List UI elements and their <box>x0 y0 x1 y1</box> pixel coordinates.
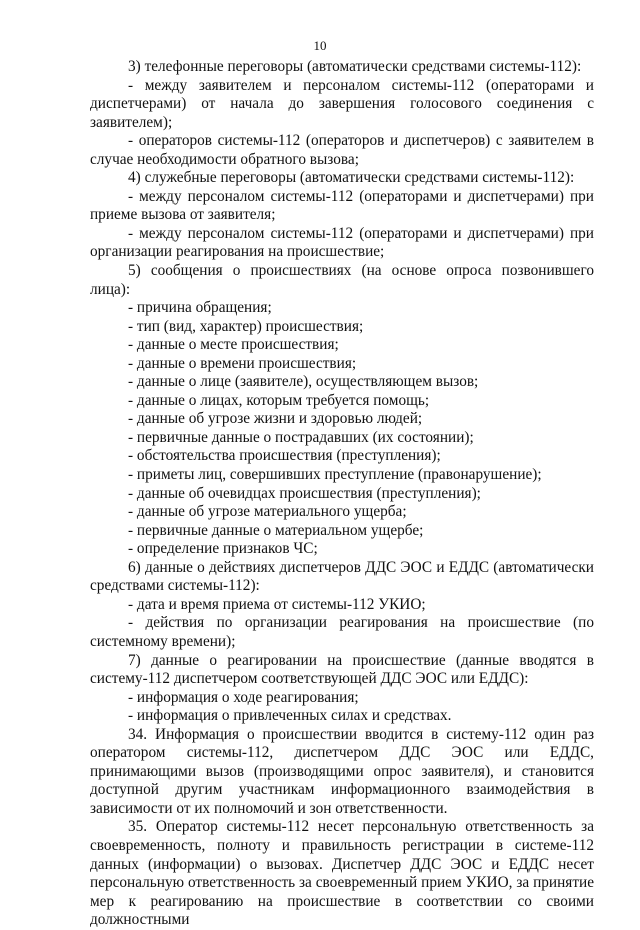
paragraph: - приметы лиц, совершивших преступление (правонарушение); <box>128 466 542 484</box>
paragraph: - определение признаков ЧС; <box>128 540 318 558</box>
paragraph: - между заявителем и персоналом системы-112 (операторами и диспетчерами) от начала до завершения голосового соединения с заявителем); <box>90 76 594 131</box>
paragraph: - тип (вид, характер) происшествия; <box>128 317 364 335</box>
paragraph: - данные о месте происшествия; <box>128 336 339 354</box>
paragraph: - дата и время приема от системы-112 УКИО; <box>128 595 426 613</box>
paragraph: 3) телефонные переговоры (автоматически средствами системы-112): <box>128 58 582 75</box>
paragraph: - данные о времени происшествия; <box>128 354 357 372</box>
paragraph: - информация о привлеченных силах и средствах. <box>128 707 452 725</box>
paragraph: - операторов системы-112 (операторов и диспетчеров) с заявителем в случае необходимости обратного вызова; <box>90 132 594 168</box>
paragraph: - данные об очевидцах происшествия (преступления); <box>128 484 481 502</box>
paragraph: 5) сообщения о происшествиях (на основе опроса позвонившего лица): <box>90 262 594 298</box>
paragraph: 4) служебные переговоры (автоматически средствами системы-112): <box>128 169 575 187</box>
paragraph: 35. Оператор системы-112 несет персональную ответственность за своевременность, полноту и правильность регистрации в системе-112 данных (информации) о вызовах. Диспетчер ДДС ЭОС и ЕДДС несет персональную ответственность за своевременный прием УКИО, за принятие мер к реагированию на происшествие в соответствии со своими должностными <box>90 818 594 929</box>
paragraph: - данные об угрозе материального ущерба; <box>128 503 407 521</box>
paragraph: 34. Информация о происшествии вводится в систему-112 один раз оператором системы-112, диспетчером ДДС ЭОС или ЕДДС, принимающими вызов (производящими опрос заявителя), и становится доступной другим участникам информационного взаимодействия в зависимости от их полномочий и зон ответственности. <box>90 725 594 817</box>
document-body <box>90 58 594 930</box>
paragraph: 7) данные о реагировании на происшествие (данные вводятся в систему-112 диспетчером соответствующей ДДС ЭОС или ЕДДС): <box>90 651 594 688</box>
paragraph: - данные о лице (заявителе), осуществляющем вызов; <box>128 373 479 391</box>
paragraph: - между персоналом системы-112 (операторами и диспетчерами) при приеме вызова от заявителя; <box>90 187 594 224</box>
paragraph: - между персоналом системы-112 (операторами и диспетчерами) при организации реагирования на происшествие; <box>90 224 594 261</box>
paragraph: - действия по организации реагирования на происшествие (по системному времени); <box>90 614 594 650</box>
paragraph: - информация о ходе реагирования; <box>128 688 359 706</box>
paragraph: - первичные данные о пострадавших (их состоянии); <box>128 428 474 446</box>
page-number: 10 <box>313 38 327 53</box>
paragraph: - первичные данные о материальном ущербе; <box>128 521 424 539</box>
paragraph: 6) данные о действиях диспетчеров ДДС ЭОС и ЕДДС (автоматически средствами системы-112): <box>90 558 594 595</box>
paragraph: - данные о лицах, которым требуется помощь; <box>128 391 430 409</box>
paragraph: - причина обращения; <box>128 299 272 317</box>
paragraph: - данные об угрозе жизни и здоровью людей; <box>128 410 423 428</box>
paragraph: - обстоятельства происшествия (преступления); <box>128 447 441 465</box>
